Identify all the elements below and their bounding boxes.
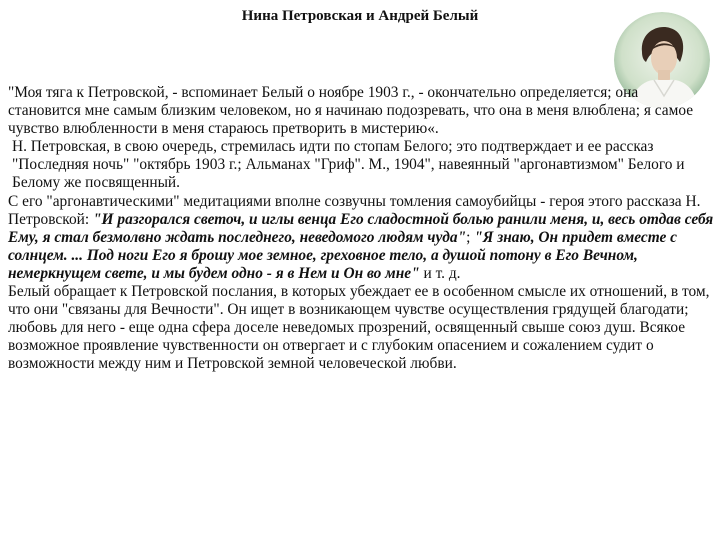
paragraph-memoir-quote: "Моя тяга к Петровской, - вспоминает Белый о ноябре 1903 г., - окончательно определяется; она становится мне самым близким человеком, но я начинаю подозревать, что она в меня влюблена; я самое чувство влюбленности в меня стараюсь претворить в мистерию«. — [8, 84, 694, 138]
quote-separator: ; — [466, 228, 475, 246]
paragraph-letters: Белый обращает к Петровской послания, в которых убеждает ее в особенном смысле их отношений, в том, что они "связаны для Вечности". Он ищет в возникающем чувстве осуществления грядущей благодати; любовь для него - еще одна сфера доселе неведомых прозрений, освященный свыше союз душ. Всякое возможное проявление чувственности он отвергает и с глубоким опасением и сожалением судит о возможности между ним и Петровской земной человеческой любви. — [8, 283, 710, 373]
story-quote-2: "Я знаю, Он придет вместе с солнцем. ... Под ноги Его я брошу мое земное, греховное тело, а душой потону в Его Вечном, немеркнущем свете, и мы будем одно - я в Нем и Он во мне" — [8, 228, 677, 282]
paragraph-lead: С его "аргонавтическими" медитациями вполне созвучны томления самоубийцы - героя этого рассказа Н. Петровской: — [8, 192, 701, 228]
article-body — [8, 84, 714, 374]
story-quote-1: "И разгорался светоч, и иглы венца Его сладостной болью ранили меня, и, весь отдав себя Ему, я стал безмолвно ждать последнего, неведомого людям чуда" — [8, 210, 714, 246]
paragraph-argonauts — [8, 193, 714, 283]
paragraph-story: Н. Петровская, в свою очередь, стремилась идти по стопам Белого; это подтверждает и ее рассказ "Последняя ночь" "октябрь 1903 г.; Альманах "Гриф". М., 1904", навеянный "аргонавтизмом" Белого и Белому же посвященный. — [12, 138, 685, 192]
page-title: Нина Петровская и Андрей Белый — [241, 8, 479, 24]
paragraph-tail: и т. д. — [419, 264, 461, 282]
